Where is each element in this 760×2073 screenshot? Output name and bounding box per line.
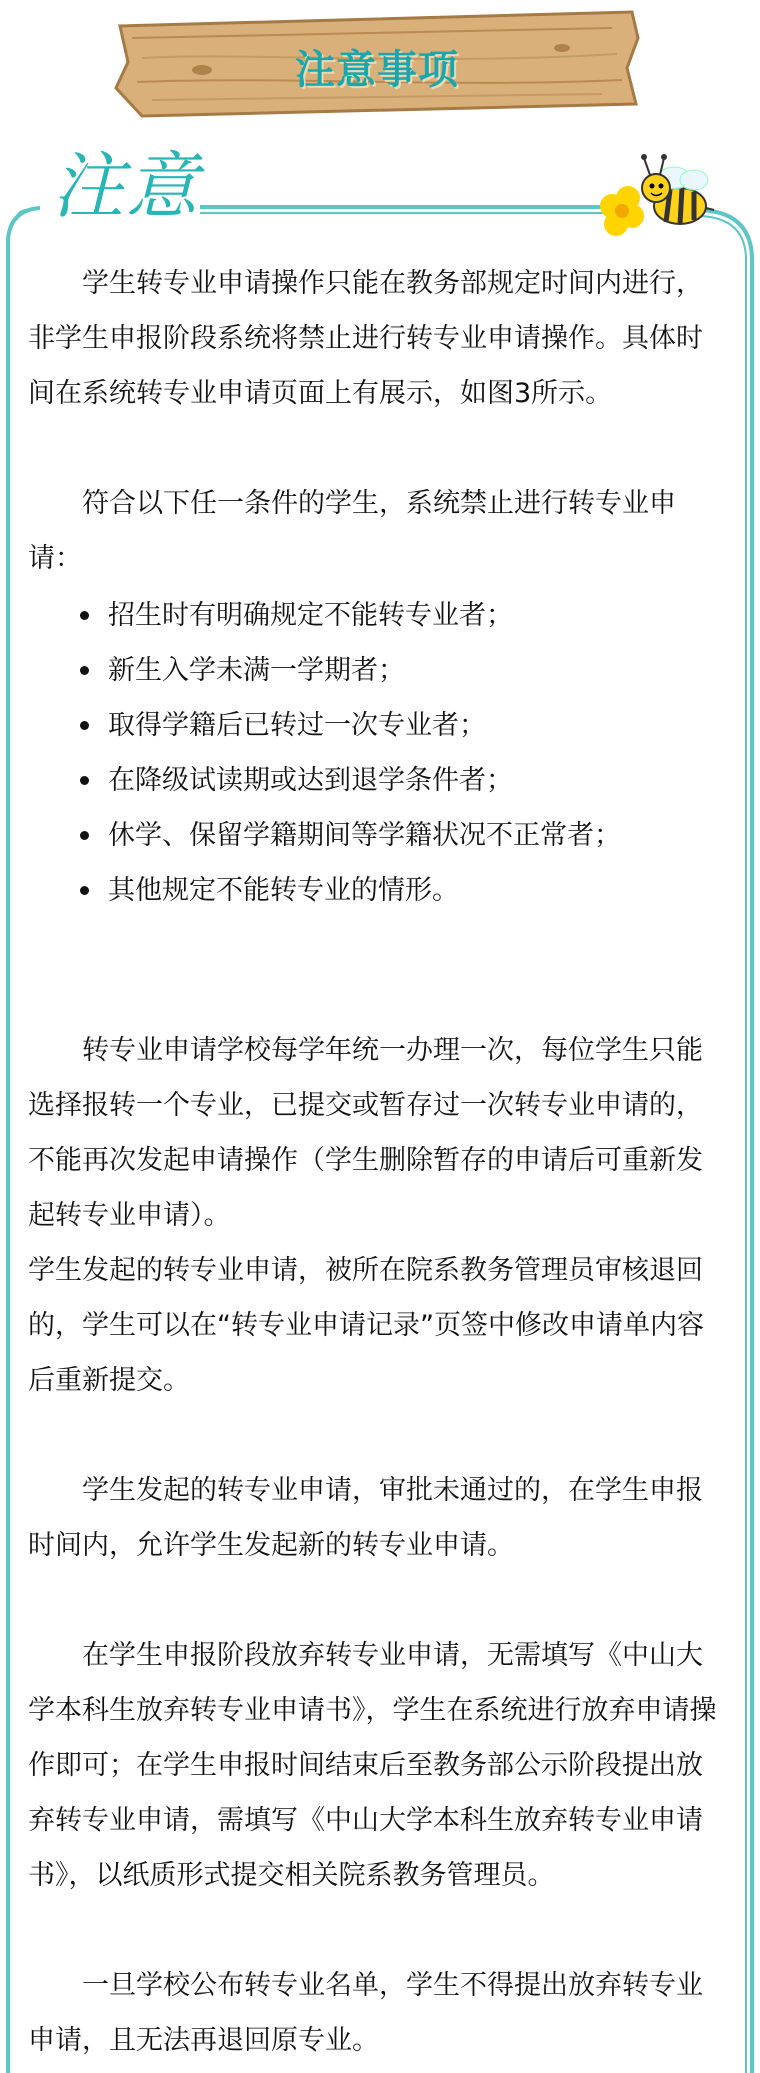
paragraph-criteria-intro: 符合以下任一条件的学生，系统禁止进行转专业申请： — [28, 488, 676, 574]
list-item: 新生入学未满一学期者； — [28, 643, 728, 698]
title-banner — [112, 8, 642, 120]
paragraph-once-per-year: 转专业申请学校每学年统一办理一次，每位学生只能选择报转一个专业，已提交或暂存过一次转专业申请的，不能再次发起申请操作（学生删除暂存的申请后可重新发起转专业申请）。 — [28, 1035, 703, 1231]
notice-content — [28, 256, 728, 2068]
bullet-icon — [80, 831, 89, 840]
criteria-list — [28, 588, 728, 918]
bullet-icon — [80, 886, 89, 895]
paragraph-rejected-application: 学生发起的转专业申请，审批未通过的，在学生申报时间内，允许学生发起新的转专业申请。 — [28, 1475, 703, 1561]
flower-icon — [600, 186, 644, 236]
bullet-icon — [80, 611, 89, 620]
bullet-icon — [80, 666, 89, 675]
list-item: 招生时有明确规定不能转专业者； — [28, 588, 728, 643]
list-item: 其他规定不能转专业的情形。 — [28, 863, 728, 918]
banner-title: 注意事项 — [295, 47, 459, 93]
paragraph-final-list: 一旦学校公布转专业名单，学生不得提出放弃转专业申请，且无法再退回原专业。 — [28, 1970, 703, 2056]
paragraph-returned-application: 学生发起的转专业申请，被所在院系教务管理员审核退回的，学生可以在“转专业申请记录”页签中修改申请单内容后重新提交。 — [28, 1255, 704, 1396]
paragraph-withdraw-application: 在学生申报阶段放弃转专业申请，无需填写《中山大学本科生放弃转专业申请书》，学生在系统进行放弃申请操作即可；在学生申报时间结束后至教务部公示阶段提出放弃转专业申请，需填写《中山大学本科生放弃转专业申请书》，以纸质形式提交相关院系教务管理员。 — [28, 1640, 717, 1891]
list-item: 在降级试读期或达到退学条件者； — [28, 753, 728, 808]
list-item: 取得学籍后已转过一次专业者； — [28, 698, 728, 753]
section-heading: 注意 — [52, 144, 201, 228]
paragraph-time-limit: 学生转专业申请操作只能在教务部规定时间内进行，非学生申报阶段系统将禁止进行转专业申请操作。具体时间在系统转专业申请页面上有展示，如图3所示。 — [28, 268, 703, 409]
list-item: 休学、保留学籍期间等学籍状况不正常者； — [28, 808, 728, 863]
bullet-icon — [80, 721, 89, 730]
bullet-icon — [80, 776, 89, 785]
bee-icon — [590, 148, 720, 248]
